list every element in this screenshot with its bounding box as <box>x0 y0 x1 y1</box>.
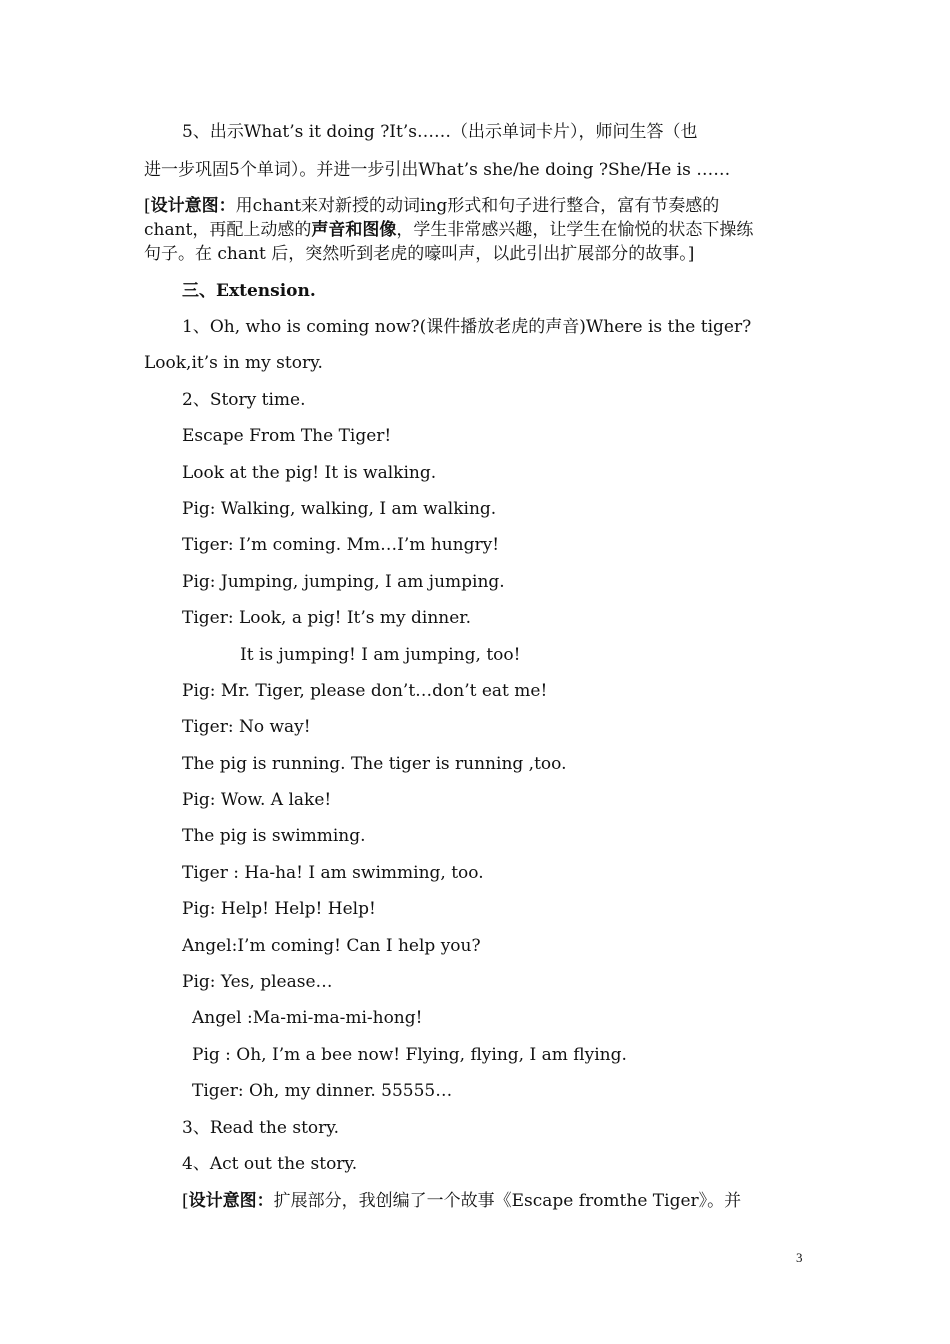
story-line: The pig is running. The tiger is running ,too. <box>182 754 567 774</box>
story-line: Pig: Wow. A lake! <box>182 790 332 810</box>
story-title: Escape From The Tiger! <box>182 426 392 446</box>
design-intent-line <box>182 1193 741 1210</box>
story-line: Angel :Ma-mi-ma-mi-hong! <box>192 1008 423 1028</box>
story-line: Pig: Yes, please… <box>182 972 333 992</box>
story-line: Tiger: Look, a pig! It’s my dinner. <box>182 608 471 628</box>
design-intent-line: 句子。在 chant 后，突然听到老虎的嚎叫声，以此引出扩展部分的故事。] <box>144 244 695 264</box>
story-line: Pig: Jumping, jumping, I am jumping. <box>182 572 505 592</box>
paragraph-line: Look,it’s in my story. <box>144 353 323 373</box>
design-intent-emphasis: 声音和图像 <box>311 220 397 240</box>
story-line: Tiger: I’m coming. Mm…I’m hungry! <box>182 535 500 555</box>
design-intent-line <box>144 222 753 239</box>
design-intent-text: 用chant来对新授的动词ing形式和句子进行整合，富有节奏感的 <box>235 196 720 216</box>
paragraph-line: 5、出示What’s it doing ?It’s……（出示单词卡片），师问生答（也 <box>182 122 698 142</box>
design-intent-text: chant，再配上动感的 <box>144 220 312 240</box>
paragraph-line: 3、Read the story. <box>182 1118 340 1138</box>
story-line: Pig: Mr. Tiger, please don’t…don’t eat me! <box>182 681 548 701</box>
story-line: Pig : Oh, I’m a bee now! Flying, flying, I am flying. <box>192 1045 627 1065</box>
design-intent-label: 设计意图： <box>188 1191 274 1211</box>
section-heading: 三、Extension. <box>182 281 316 301</box>
paragraph-line: 1、Oh, who is coming now?(课件播放老虎的声音)Where is the tiger? <box>182 317 752 337</box>
bracket-open: [ <box>144 196 151 216</box>
design-intent-text: 扩展部分，我创编了一个故事《Escape fromthe Tiger》。并 <box>273 1191 742 1211</box>
story-line: Pig: Walking, walking, I am walking. <box>182 499 497 519</box>
design-intent-line <box>144 198 719 215</box>
bracket-open: [ <box>182 1191 189 1211</box>
paragraph-line: 4、Act out the story. <box>182 1154 358 1174</box>
story-line: Tiger: No way! <box>182 717 311 737</box>
design-intent-text: ，学生非常感兴趣，让学生在愉悦的状态下操练 <box>396 220 754 240</box>
story-line: The pig is swimming. <box>182 826 366 846</box>
paragraph-line: 进一步巩固5个单词）。并进一步引出What’s she/he doing ?She/He is …… <box>144 160 731 180</box>
story-line: Look at the pig! It is walking. <box>182 463 437 483</box>
story-line: Tiger: Oh, my dinner. 55555… <box>192 1081 453 1101</box>
story-line: Pig: Help! Help! Help! <box>182 899 376 919</box>
story-line: Tiger : Ha-ha! I am swimming, too. <box>182 863 484 883</box>
paragraph-line: 2、Story time. <box>182 390 306 410</box>
story-line: It is jumping! I am jumping, too! <box>240 645 521 665</box>
design-intent-label: 设计意图： <box>150 196 236 216</box>
page-number: 3 <box>796 1250 803 1265</box>
story-line: Angel:I’m coming! Can I help you? <box>182 936 481 956</box>
